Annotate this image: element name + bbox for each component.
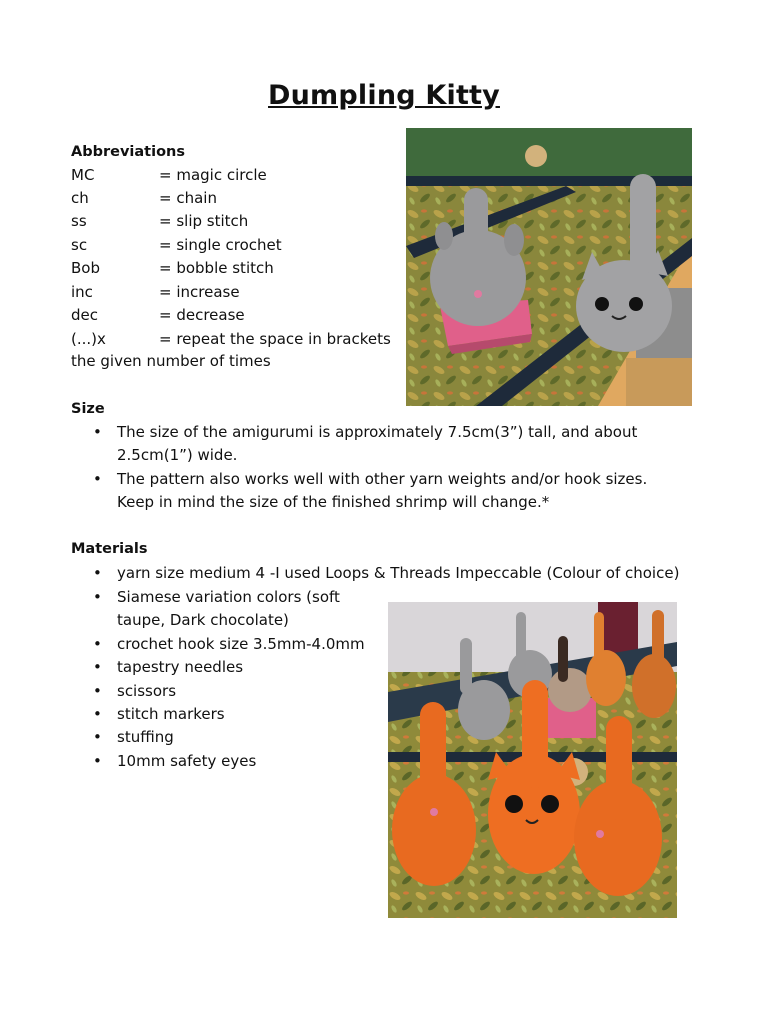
orange-kitties-illustration bbox=[388, 602, 677, 918]
list-item: • yarn size medium 4 -I used Loops & Threads Impeccable (Colour of choice) bbox=[71, 562, 711, 585]
materials-list bbox=[71, 586, 377, 773]
list-item: • The size of the amigurumi is approximately 7.5cm(3”) tall, and about 2.5cm(1”) wide. bbox=[71, 421, 681, 468]
abbreviations-heading: Abbreviations bbox=[71, 144, 185, 160]
abbreviation-value: = repeat the space in brackets bbox=[159, 330, 391, 348]
abbreviation-row bbox=[71, 212, 248, 234]
size-heading: Size bbox=[71, 401, 105, 417]
list-item: • stitch markers bbox=[71, 703, 377, 726]
size-list bbox=[71, 421, 681, 515]
list-item: • 10mm safety eyes bbox=[71, 750, 377, 773]
abbreviation-continuation: the given number of times bbox=[71, 352, 271, 370]
page-title: Dumpling Kitty bbox=[268, 80, 500, 111]
abbreviation-value: = increase bbox=[159, 283, 240, 301]
list-item: • stuffing bbox=[71, 726, 377, 749]
list-item: • Siamese variation colors (soft taupe, Dark chocolate) bbox=[71, 586, 377, 633]
abbreviation-row bbox=[71, 236, 282, 258]
gray-kitties-illustration bbox=[406, 128, 692, 406]
abbreviation-value: = chain bbox=[159, 189, 217, 207]
abbreviation-key: sc bbox=[71, 236, 88, 254]
abbreviation-row bbox=[71, 259, 274, 281]
abbreviation-value: = single crochet bbox=[159, 236, 282, 254]
materials-list-top bbox=[71, 562, 711, 585]
abbreviation-value: = bobble stitch bbox=[159, 259, 274, 277]
abbreviation-row bbox=[71, 166, 267, 188]
list-item: • crochet hook size 3.5mm-4.0mm bbox=[71, 633, 377, 656]
abbreviation-key: ch bbox=[71, 189, 89, 207]
list-item: • tapestry needles bbox=[71, 656, 377, 679]
materials-heading: Materials bbox=[71, 541, 148, 557]
abbreviation-key: (...)x bbox=[71, 330, 106, 348]
abbreviation-row bbox=[71, 283, 240, 305]
abbreviation-row bbox=[71, 189, 217, 211]
gray-kitties-photo bbox=[406, 128, 692, 406]
abbreviation-value: = magic circle bbox=[159, 166, 267, 184]
abbreviation-row bbox=[71, 306, 245, 328]
abbreviation-key: inc bbox=[71, 283, 93, 301]
abbreviation-key: Bob bbox=[71, 259, 100, 277]
abbreviation-key: ss bbox=[71, 212, 87, 230]
abbreviation-value: = slip stitch bbox=[159, 212, 249, 230]
list-item: • scissors bbox=[71, 680, 377, 703]
abbreviation-key: dec bbox=[71, 306, 98, 324]
abbreviation-value: = decrease bbox=[159, 306, 245, 324]
orange-kitties-photo bbox=[388, 602, 677, 918]
list-item: • The pattern also works well with other yarn weights and/or hook sizes. Keep in mind the size of the finished shrimp will change.* bbox=[71, 468, 681, 515]
abbreviation-key: MC bbox=[71, 166, 95, 184]
abbreviation-row bbox=[71, 330, 391, 352]
